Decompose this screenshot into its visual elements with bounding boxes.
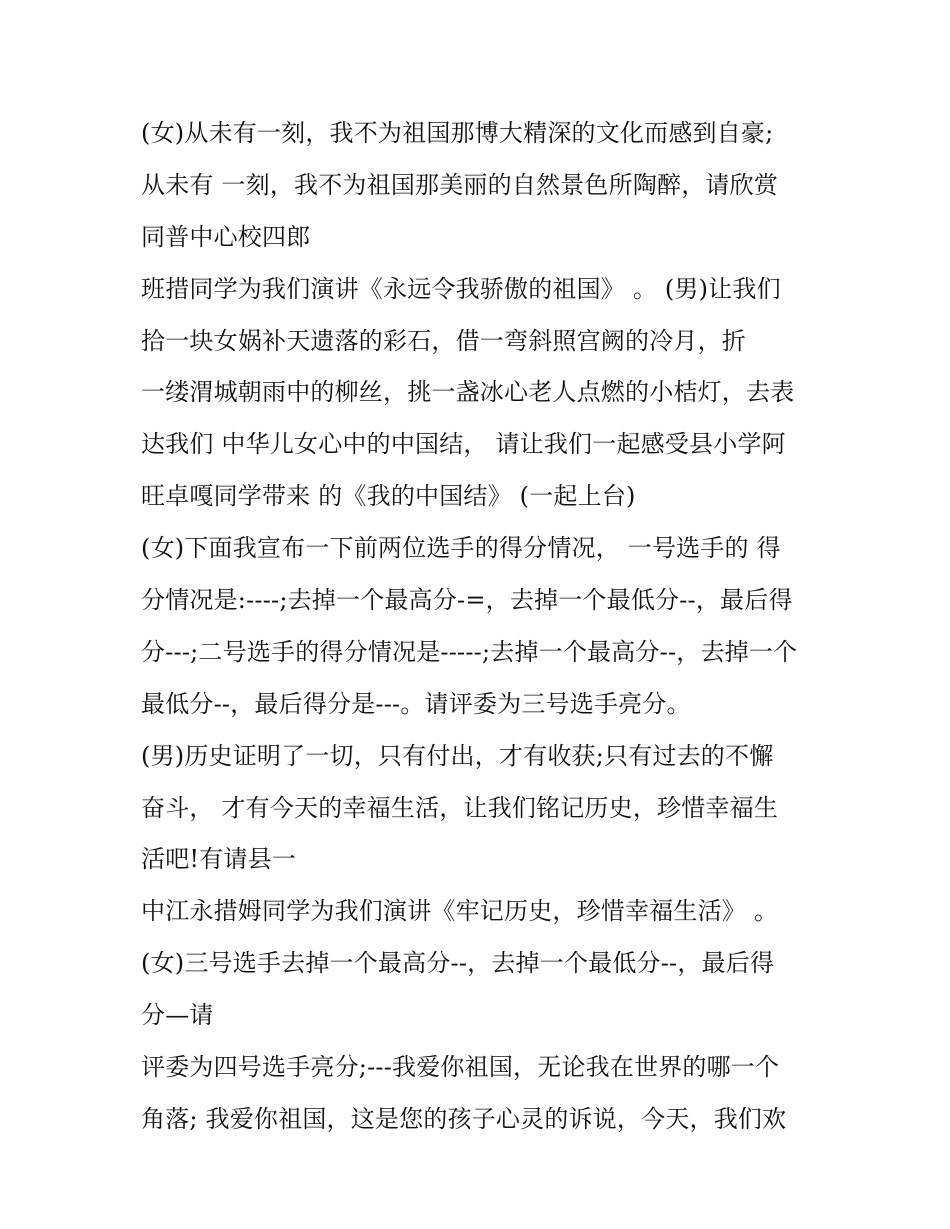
text-line: 达我们 中华儿女心中的中国结， 请让我们一起感受县小学阿 [141,430,786,459]
text-line: (女)从未有一刻，我不为祖国那博大精深的文化而感到自豪; [141,119,774,147]
text-line: 旺卓嘎同学带来 的《我的中国结》 (一起上台) [141,482,636,511]
text-line: 从未有 一刻，我不为祖国那美丽的自然景色所陶醉，请欣赏 [141,170,779,199]
text-line: 评委为四号选手亮分;---我爱你祖国，无论我在世界的哪一个 [141,1053,780,1082]
text-line: 分—请 [141,1001,214,1030]
text-line: 奋斗， 才有今天的幸福生活，让我们铭记历史，珍惜幸福生 [141,793,779,822]
text-line: 班措同学为我们演讲《永远令我骄傲的祖国》 。 (男)让我们 [141,274,781,303]
text-line: (女)三号选手去掉一个最高分--，去掉一个最低分--，最后得 [141,949,775,978]
text-line: 拾一块女娲补天遗落的彩石，借一弯斜照宫阙的冷月，折 [141,326,746,355]
text-line: 中江永措姆同学为我们演讲《牢记历史，珍惜幸福生活》 。 [141,897,779,926]
text-line: 分---;二号选手的得分情况是-----;去掉一个最高分--，去掉一个 [141,637,798,666]
text-line: 一缕渭城朝雨中的柳丝，挑一盏冰心老人点燃的小桔灯，去表 [141,378,795,407]
text-line: 最低分--，最后得分是---。请评委为三号选手亮分。 [141,689,691,718]
text-line: (男)历史证明了一切，只有付出，才有收获;只有过去的不懈 [141,741,774,770]
text-line: (女)下面我宣布一下前两位选手的得分情况， 一号选手的 得 [141,534,781,563]
text-line: 角落; 我爱你祖国，这是您的孩子心灵的诉说，今天，我们欢 [141,1104,787,1133]
text-line: 活吧!有请县一 [141,845,297,874]
document-body-text [141,108,841,1146]
text-line: 同普中心校四郎 [141,222,311,251]
text-line: 分情况是:----;去掉一个最高分-=，去掉一个最低分--，最后得 [141,586,793,615]
